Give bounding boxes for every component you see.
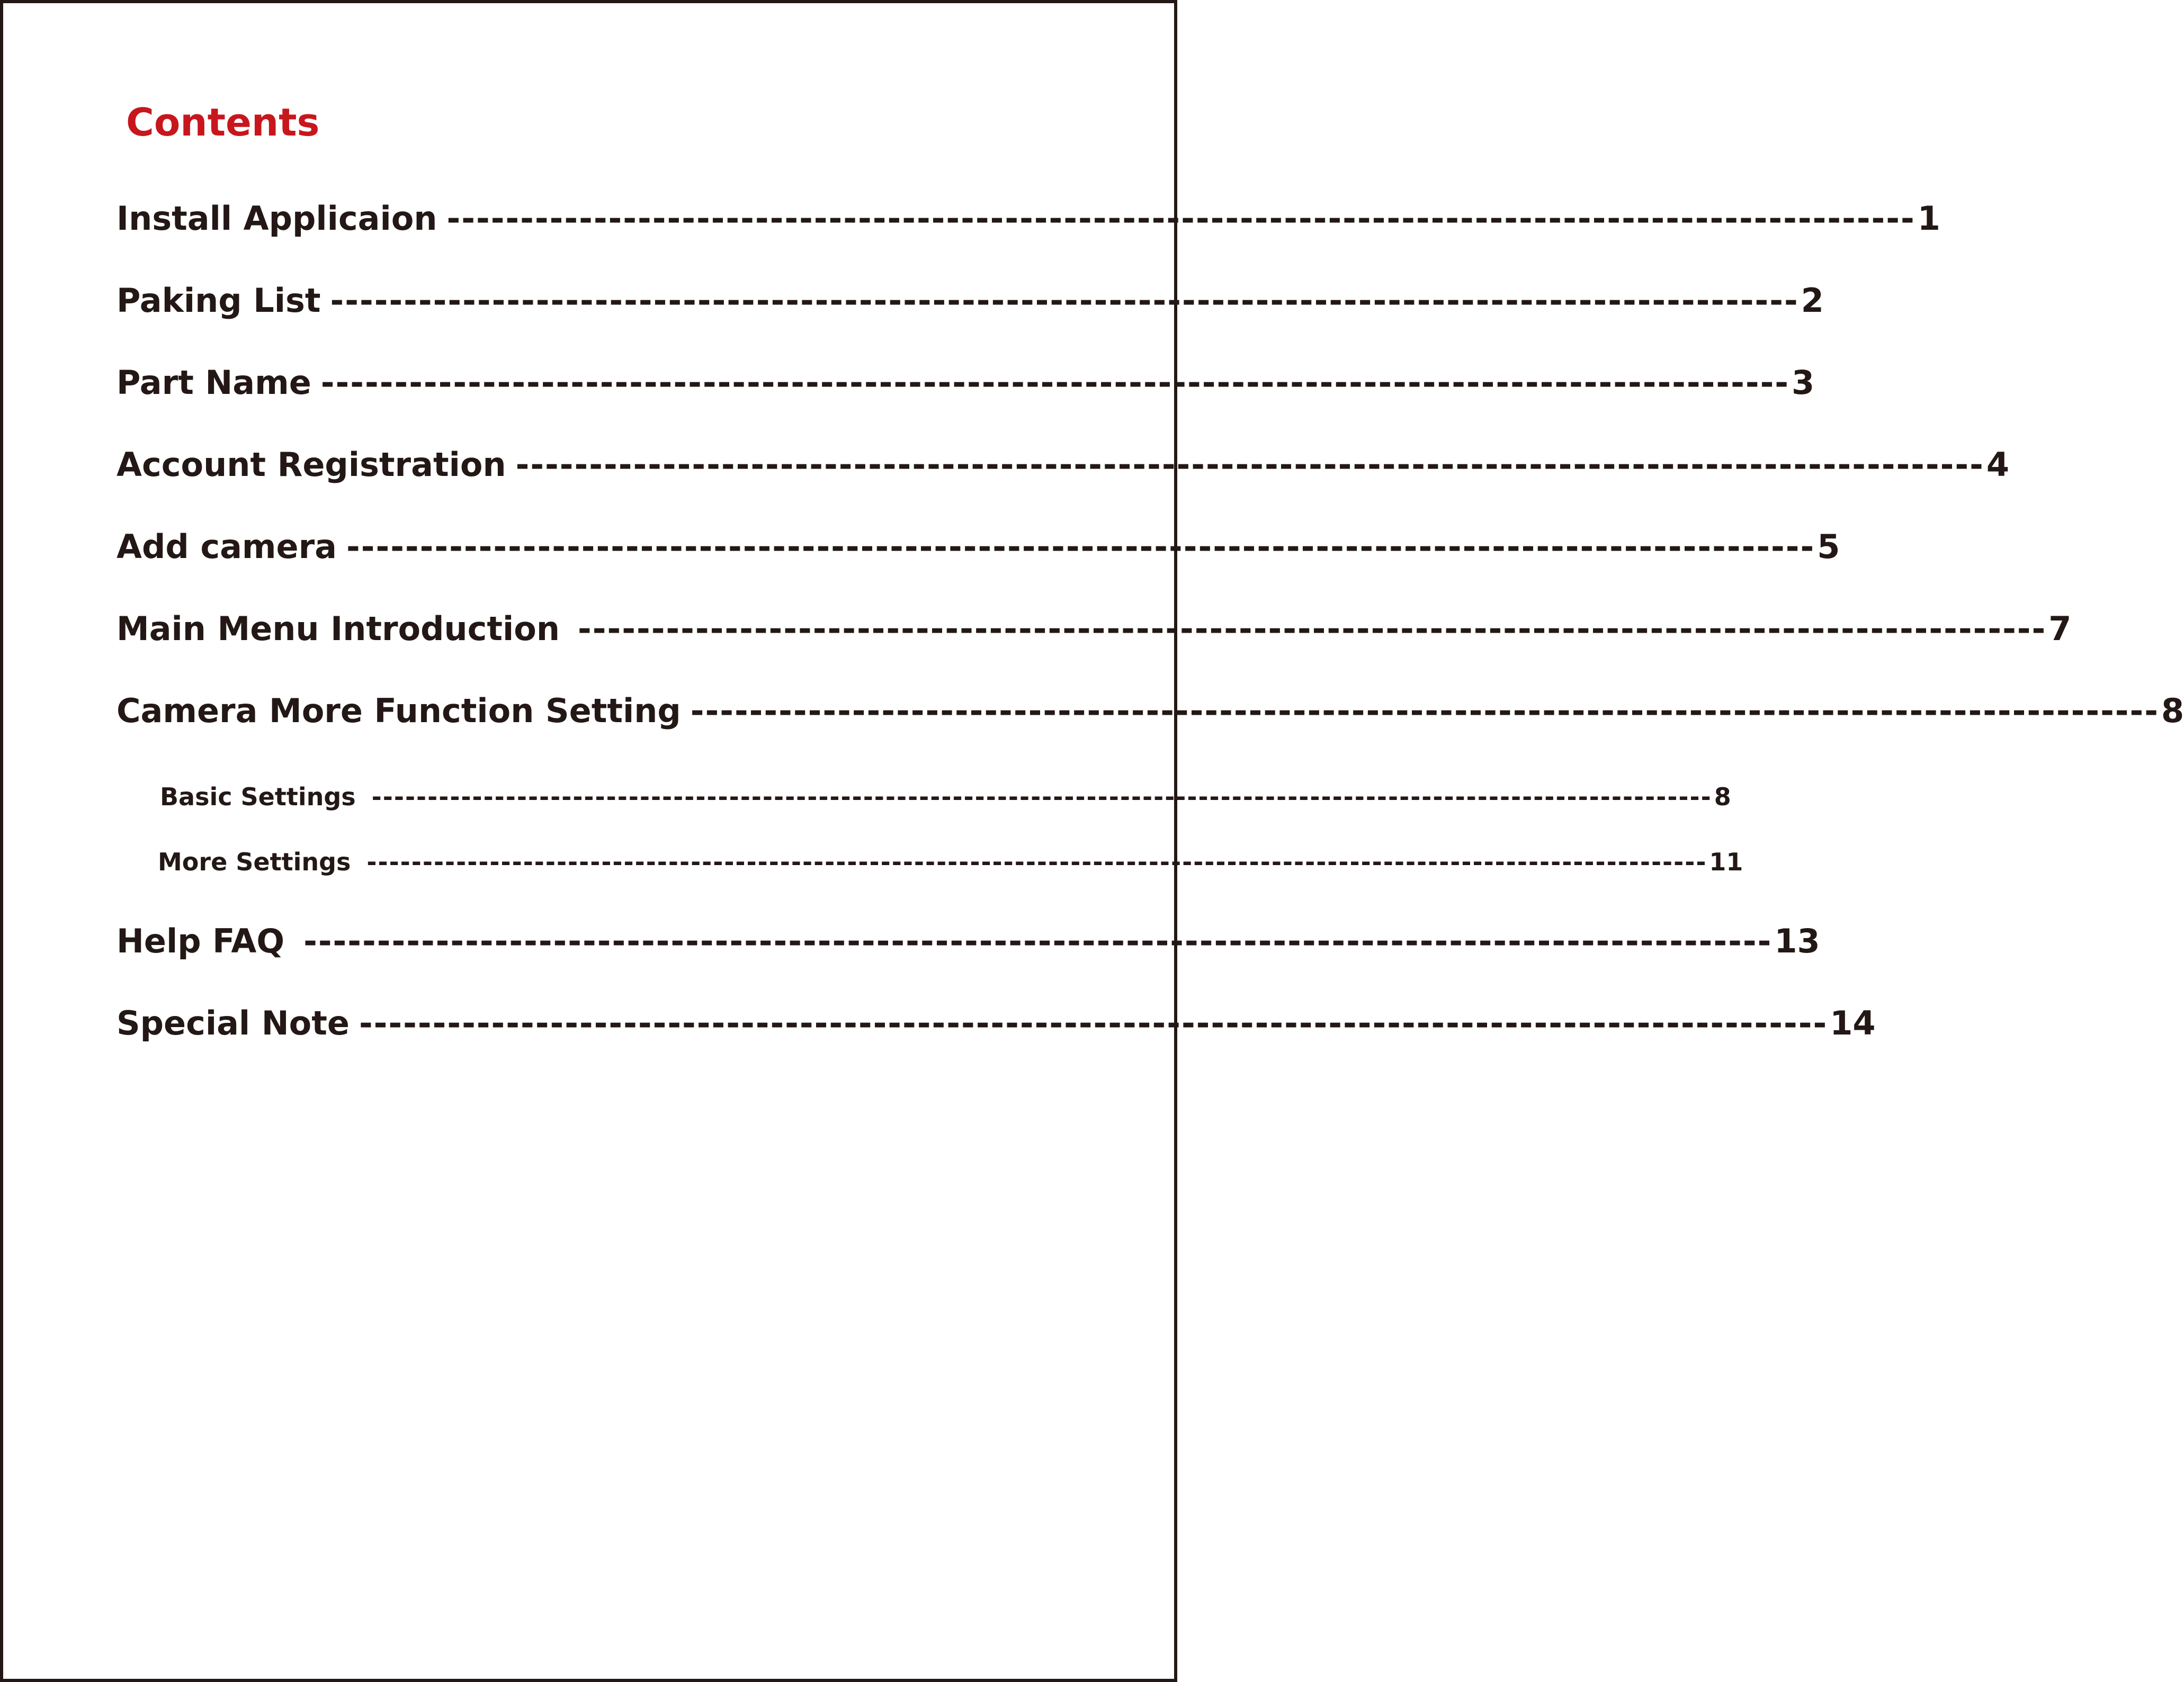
toc-entry[interactable] bbox=[117, 281, 1824, 320]
toc-entry-page: 3 bbox=[1792, 363, 1815, 402]
toc-subentry[interactable] bbox=[160, 782, 1731, 811]
toc-leader: ------------------------------------------------------------------------------------------------------------------------ bbox=[366, 848, 1707, 876]
page-title: Contents bbox=[126, 100, 320, 145]
toc-entry-label: Paking List bbox=[117, 281, 321, 320]
toc-leader: ------------------------------------------------------------------------------------------------------------------------ bbox=[371, 782, 1712, 811]
toc-subentry[interactable] bbox=[158, 848, 1743, 876]
toc-entry-label: Help FAQ bbox=[117, 922, 285, 960]
toc-leader: ---------------------------------------------------------------------------------------------------- bbox=[330, 281, 1799, 320]
toc-entry-page: 4 bbox=[1986, 445, 2009, 484]
toc-entry-label: Install Applicaion bbox=[117, 199, 437, 238]
toc-leader: ---------------------------------------------------------------------------------------------------- bbox=[446, 199, 1916, 238]
toc-entry-label: Camera More Function Setting bbox=[117, 691, 681, 730]
toc-entry[interactable] bbox=[117, 922, 1820, 960]
toc-entry-page: 11 bbox=[1709, 848, 1743, 876]
toc-leader: ---------------------------------------------------------------------------------------------------- bbox=[303, 922, 1773, 960]
toc-entry-page: 7 bbox=[2048, 609, 2072, 648]
toc-entry-label: Account Registration bbox=[117, 445, 506, 484]
toc-entry[interactable] bbox=[117, 363, 1815, 402]
toc-entry-page: 13 bbox=[1774, 922, 1820, 960]
toc-entry[interactable] bbox=[117, 527, 1840, 566]
toc-entry-label: Part Name bbox=[117, 363, 311, 402]
toc-entry-page: 5 bbox=[1817, 527, 1840, 566]
toc-leader: ---------------------------------------------------------------------------------------------------- bbox=[359, 1004, 1828, 1042]
toc-entry[interactable] bbox=[117, 691, 2184, 730]
toc-entry[interactable] bbox=[117, 1004, 1876, 1042]
toc-entry-page: 14 bbox=[1830, 1004, 1876, 1042]
toc-entry[interactable] bbox=[117, 609, 2072, 648]
toc-entry-page: 8 bbox=[1714, 782, 1731, 811]
toc-leader: ---------------------------------------------------------------------------------------------------- bbox=[578, 609, 2047, 648]
toc-entry-page: 1 bbox=[1917, 199, 1940, 238]
toc-entry-page: 2 bbox=[1801, 281, 1824, 320]
toc-entry-label: Main Menu Introduction bbox=[117, 609, 560, 648]
toc-entry-label: Special Note bbox=[117, 1004, 350, 1042]
toc-entry-page: 8 bbox=[2161, 691, 2184, 730]
toc-entry-label: More Settings bbox=[158, 848, 351, 876]
toc-entry[interactable] bbox=[117, 199, 1940, 238]
toc-entry[interactable] bbox=[117, 445, 2009, 484]
toc-entry-label: Basic Settings bbox=[160, 782, 356, 811]
toc-leader: ---------------------------------------------------------------------------------------------------- bbox=[320, 363, 1790, 402]
toc-leader: ---------------------------------------------------------------------------------------------------- bbox=[515, 445, 1984, 484]
toc-leader: ---------------------------------------------------------------------------------------------------- bbox=[346, 527, 1815, 566]
toc-entry-label: Add camera bbox=[117, 527, 337, 566]
toc-leader: ---------------------------------------------------------------------------------------------------- bbox=[690, 691, 2159, 730]
